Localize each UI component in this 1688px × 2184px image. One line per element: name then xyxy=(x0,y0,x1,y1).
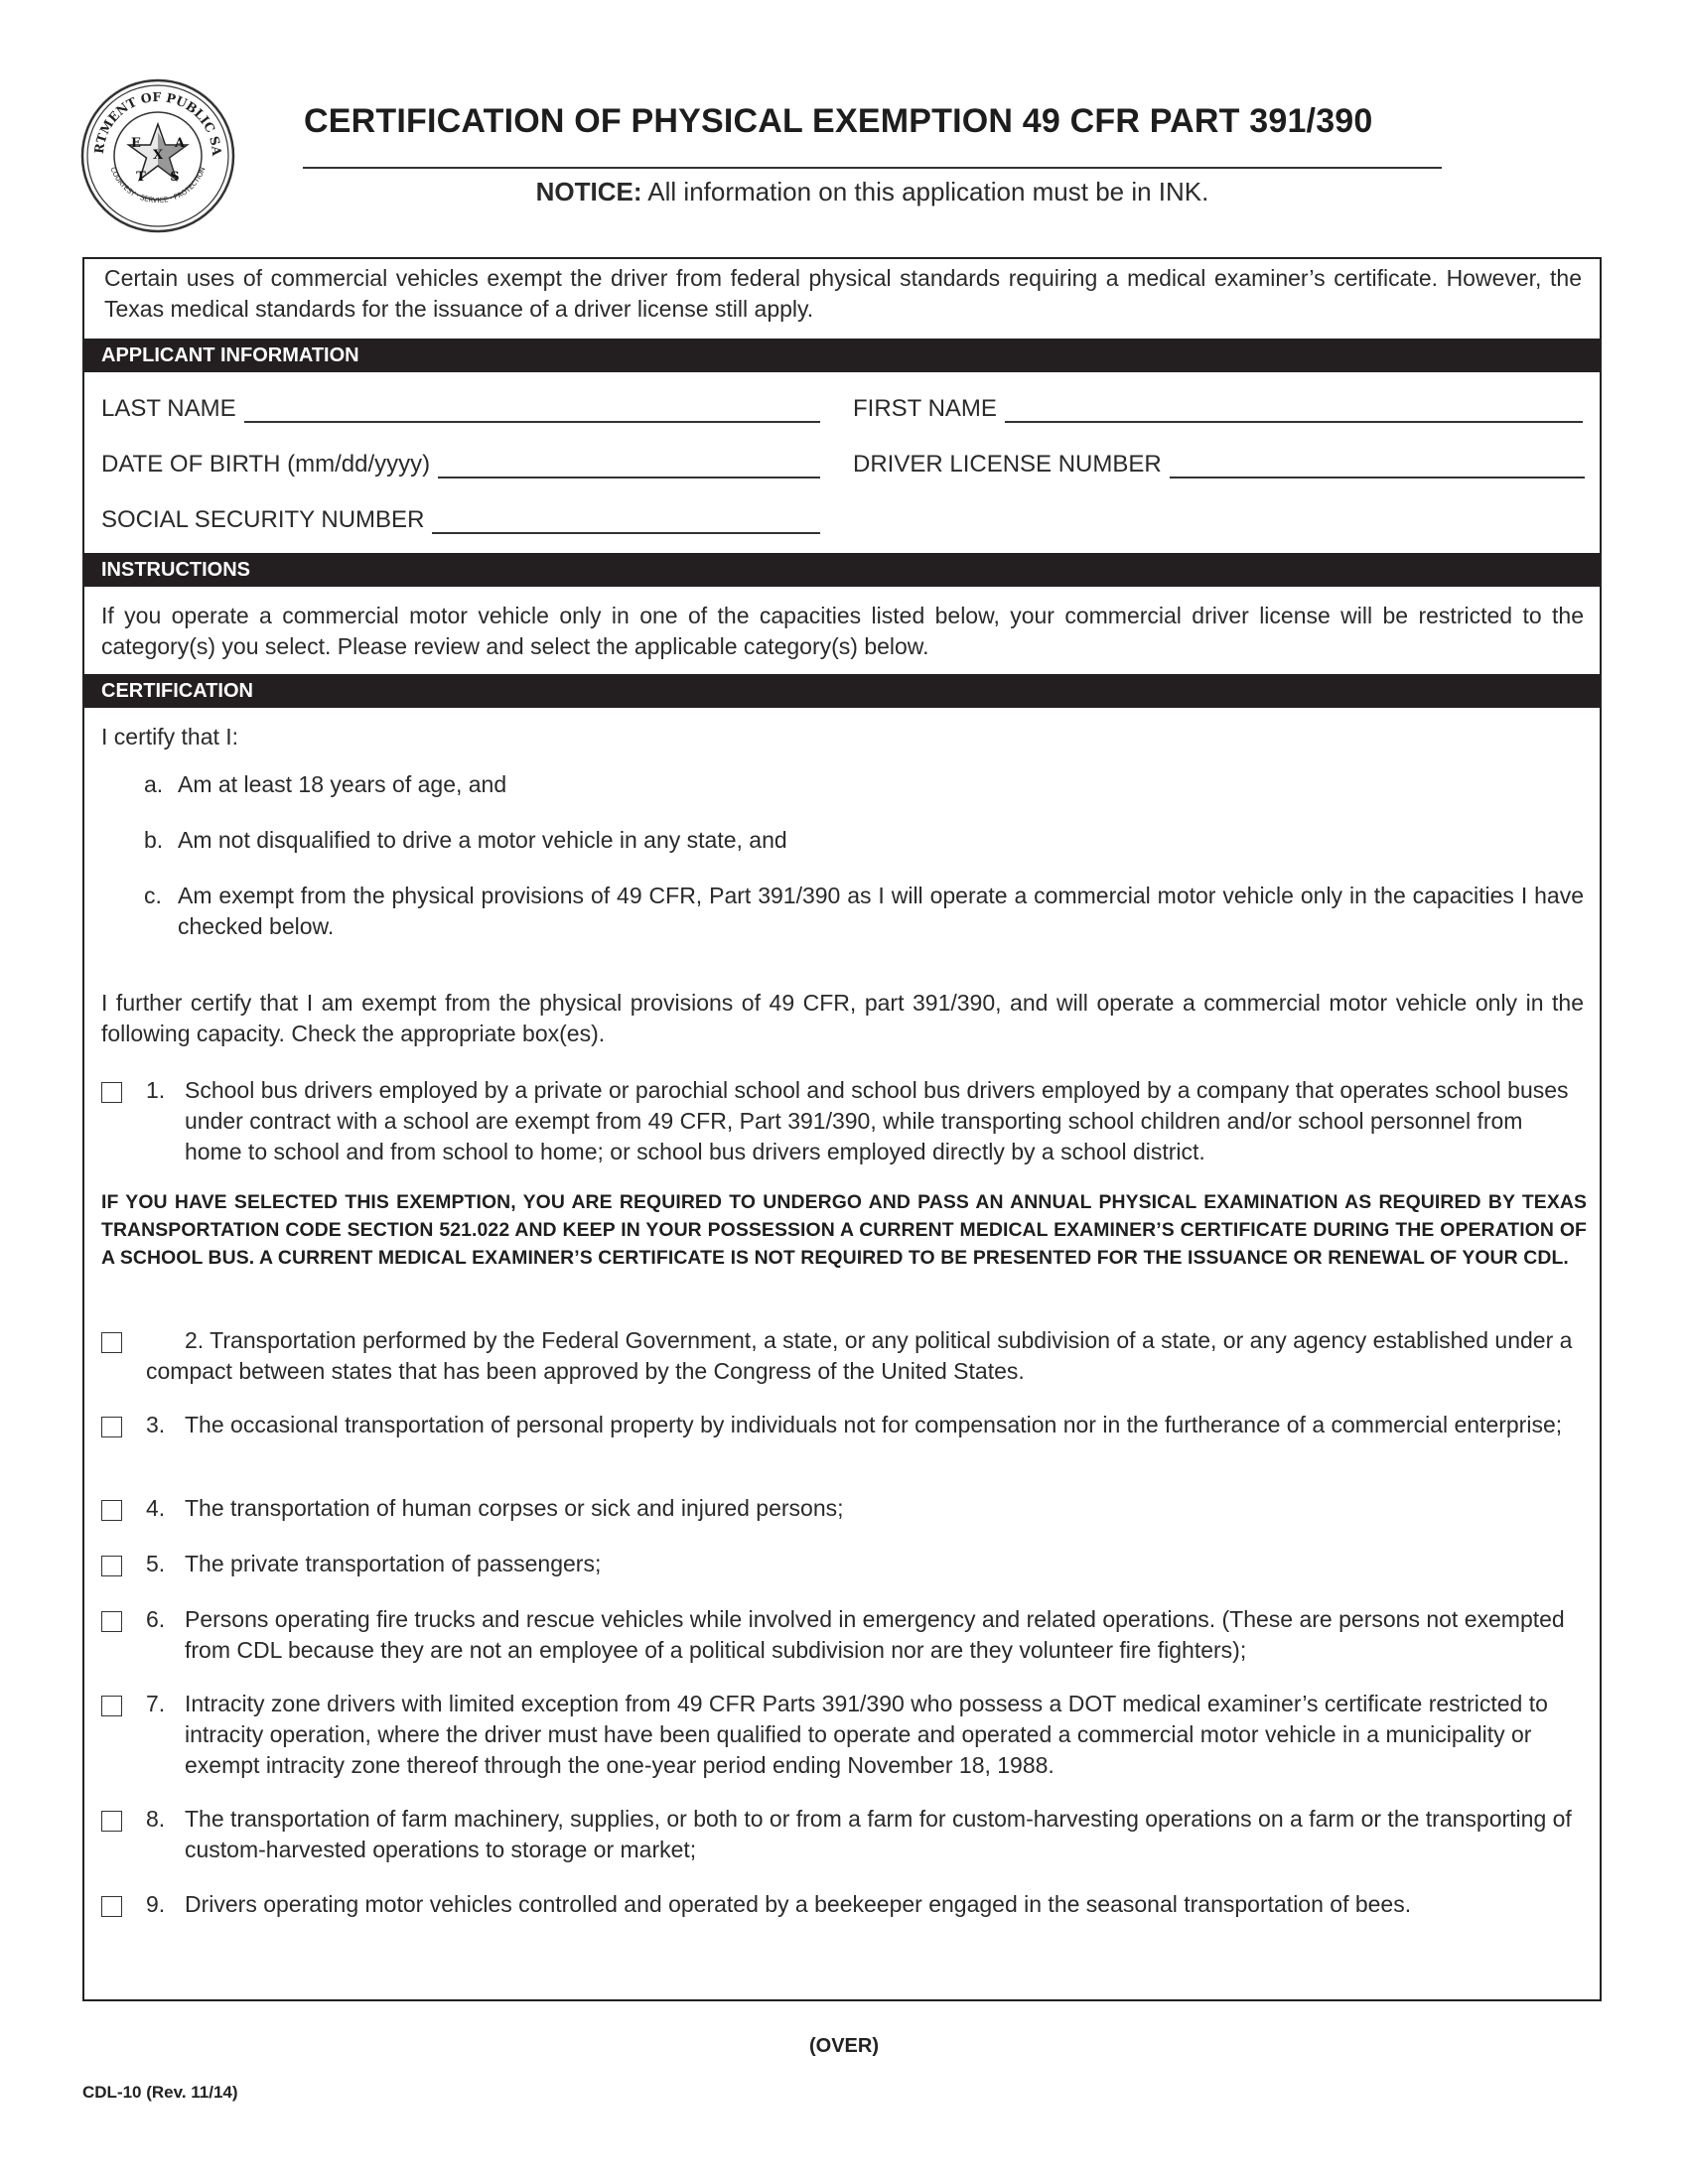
exemption-number: 7. xyxy=(146,1691,166,1716)
exemption-text: The occasional transportation of personal property by individuals not for compensation nor in the furtherance of a commercial enterprise; xyxy=(185,1412,1563,1437)
title-divider xyxy=(303,167,1442,169)
statement-text: Am not disqualified to drive a motor vehicle in any state, and xyxy=(178,827,787,853)
exemption-text xyxy=(146,1325,1581,1387)
notice xyxy=(303,177,1442,207)
first-name-label: FIRST NAME xyxy=(853,395,997,422)
last-name-field[interactable] xyxy=(101,395,820,423)
exemption-number: 8. xyxy=(146,1806,166,1832)
exemption-item-6 xyxy=(101,1604,1581,1666)
seal-letter: X xyxy=(152,148,164,163)
exemption-number: 5. xyxy=(146,1551,166,1576)
seal-letter: E xyxy=(131,136,141,151)
ssn-label: SOCIAL SECURITY NUMBER xyxy=(101,506,425,533)
exemption-number: 9. xyxy=(146,1891,166,1917)
statement-text: Am exempt from the physical provisions of 49 CFR, Part 391/390 as I will operate a commercial motor vehicle only in the capacities I have checked below. xyxy=(178,883,1584,939)
exemption-item-3 xyxy=(101,1410,1581,1471)
exemption-checkbox-1[interactable] xyxy=(101,1082,122,1103)
exemption-item-5 xyxy=(101,1549,1581,1579)
statement-b xyxy=(144,825,1584,856)
exemption-item-4 xyxy=(101,1493,1581,1524)
section-header-instructions: INSTRUCTIONS xyxy=(84,553,1600,587)
seal-letter: S xyxy=(170,170,180,185)
exemption-item-1 xyxy=(101,1075,1581,1167)
form-number: CDL-10 (Rev. 11/14) xyxy=(82,2083,238,2102)
exemption-item-7 xyxy=(101,1689,1581,1781)
exemption-text: Drivers operating motor vehicles controlled and operated by a beekeeper engaged in the seasonal transportation of bees. xyxy=(185,1891,1412,1917)
dob-input[interactable] xyxy=(438,455,820,478)
dob-label: DATE OF BIRTH (mm/dd/yyyy) xyxy=(101,451,431,478)
certify-intro: I certify that I: xyxy=(101,724,239,750)
exemption-text: The private transportation of passengers; xyxy=(185,1551,602,1576)
notice-text: All information on this application must be in INK. xyxy=(641,177,1209,206)
section-header-certification: CERTIFICATION xyxy=(84,674,1600,708)
seal-top-text: RTMENT OF PUBLIC SA xyxy=(90,88,225,157)
driver-license-field[interactable] xyxy=(853,451,1585,478)
statement-text: Am at least 18 years of age, and xyxy=(178,771,507,797)
exemption-form xyxy=(82,257,1602,2001)
last-name-label: LAST NAME xyxy=(101,395,236,422)
statement-key: c. xyxy=(144,883,162,908)
instructions-paragraph: If you operate a commercial motor vehicle only in one of the capacities listed below, your commercial driver license will be restricted to the category(s) you select. Please review and select the applicable category(s) below. xyxy=(101,603,1584,659)
school-bus-warning: IF YOU HAVE SELECTED THIS EXEMPTION, YOU ARE REQUIRED TO UNDERGO AND PASS AN ANNUAL PHYSICAL EXAMINATION AS REQUIRED BY TEXAS TRANSPORTATION CODE SECTION 521.022 AND KEEP IN YOUR POSSESSION A CURRENT MEDICAL EXAMINER’S CERTIFICATE DURING THE OPERATION OF A SCHOOL BUS. A CURRENT MEDICAL EXAMINER’S CERTIFICATE IS NOT REQUIRED TO BE PRESENTED FOR THE ISSUANCE OR RENEWAL OF YOUR CDL. xyxy=(101,1191,1587,1269)
ssn-field[interactable] xyxy=(101,506,820,534)
exemption-checkbox-2[interactable] xyxy=(101,1332,122,1353)
dps-seal-logo xyxy=(79,77,236,234)
statement-a xyxy=(144,769,1584,800)
seal-letter: A xyxy=(174,136,186,151)
exemption-number: 2. xyxy=(185,1327,205,1353)
exemption-checkbox-3[interactable] xyxy=(101,1417,122,1437)
last-name-input[interactable] xyxy=(244,399,820,423)
exemption-item-8 xyxy=(101,1804,1581,1865)
exemption-body: Transportation performed by the Federal Government, a state, or any political subdivision of a state, or any agency established under a compact between states that has been approved by the Congress of the United States. xyxy=(146,1327,1573,1384)
ssn-input[interactable] xyxy=(432,510,820,534)
statement-key: b. xyxy=(144,827,164,853)
first-name-input[interactable] xyxy=(1005,399,1583,423)
exemption-checkbox-7[interactable] xyxy=(101,1696,122,1716)
driver-license-input[interactable] xyxy=(1170,455,1585,478)
seal-bottom-text: COURTESY · SERVICE · PROTECTION xyxy=(108,166,208,205)
exemption-checkbox-5[interactable] xyxy=(101,1556,122,1576)
page-title: CERTIFICATION OF PHYSICAL EXEMPTION 49 CFR PART 391/390 xyxy=(304,102,1373,140)
further-certify-paragraph: I further certify that I am exempt from the physical provisions of 49 CFR, part 391/390, and will operate a commercial motor vehicle only in the following capacity. Check the appropriate box(es). xyxy=(101,990,1584,1046)
driver-license-label: DRIVER LICENSE NUMBER xyxy=(853,451,1162,478)
seal-letter: T xyxy=(136,170,146,185)
exemption-checkbox-4[interactable] xyxy=(101,1500,122,1521)
exemption-number: 1. xyxy=(146,1077,166,1103)
exemption-text: School bus drivers employed by a private or parochial school and school bus drivers employed by a company that operates school buses under contract with a school are exempt from 49 CFR, Part 391/390, while transporting school children and/or school personnel from home to school and from school to home; or school bus drivers employed directly by a school district. xyxy=(185,1077,1569,1164)
exemption-number: 3. xyxy=(146,1412,166,1437)
notice-label: NOTICE: xyxy=(535,177,642,206)
exemption-checkbox-9[interactable] xyxy=(101,1896,122,1917)
exemption-text: The transportation of human corpses or sick and injured persons; xyxy=(185,1495,844,1521)
statement-key: a. xyxy=(144,771,164,797)
exemption-number: 4. xyxy=(146,1495,166,1521)
exemption-checkbox-8[interactable] xyxy=(101,1811,122,1832)
exemption-item-2 xyxy=(101,1325,1581,1387)
statement-c xyxy=(144,881,1584,942)
first-name-field[interactable] xyxy=(853,395,1583,423)
over-indicator: (OVER) xyxy=(809,2035,879,2057)
intro-paragraph: Certain uses of commercial vehicles exempt the driver from federal physical standards requiring a medical examiner’s certificate. However, the Texas medical standards for the issuance of a driver license still apply. xyxy=(104,265,1582,322)
exemption-text: The transportation of farm machinery, supplies, or both to or from a farm for custom-harvesting operations on a farm or the transporting of custom-harvested operations to storage or market; xyxy=(185,1806,1572,1862)
section-header-applicant: APPLICANT INFORMATION xyxy=(84,339,1600,372)
exemption-checkbox-6[interactable] xyxy=(101,1611,122,1632)
exemption-text: Intracity zone drivers with limited exception from 49 CFR Parts 391/390 who possess a DOT medical examiner’s certificate restricted to intracity operation, where the driver must have been qualified to operate and operated a commercial motor vehicle in a municipality or exempt intracity zone thereof through the one-year period ending November 18, 1988. xyxy=(185,1691,1548,1778)
exemption-item-9 xyxy=(101,1889,1581,1920)
exemption-text: Persons operating fire trucks and rescue vehicles while involved in emergency and related operations. (These are persons not exempted from CDL because they are not an employee of a political subdivision nor are they volunteer fire fighters); xyxy=(185,1606,1565,1663)
exemption-number: 6. xyxy=(146,1606,166,1632)
dob-field[interactable] xyxy=(101,451,820,478)
